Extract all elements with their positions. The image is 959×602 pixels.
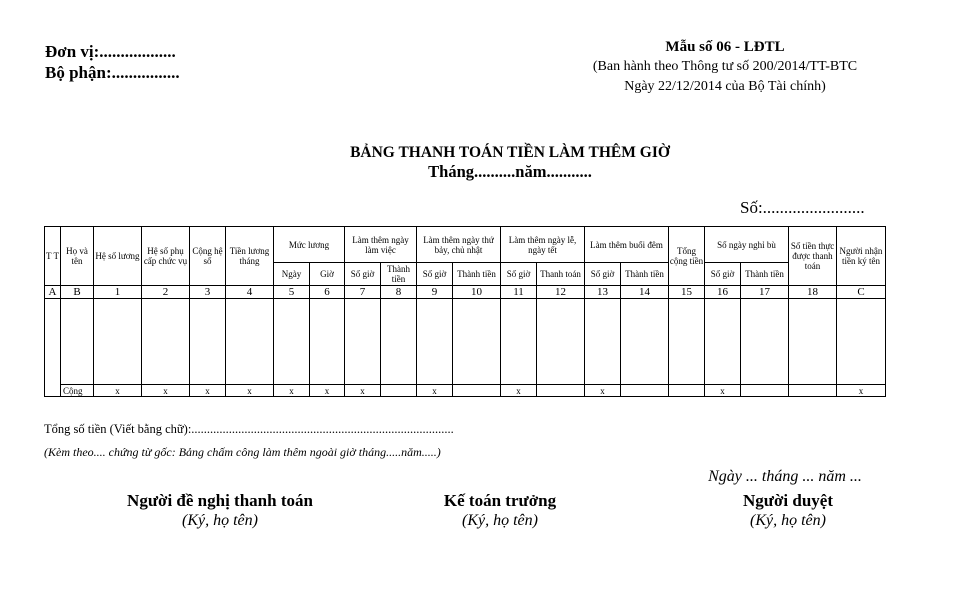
body-cell[interactable] xyxy=(537,299,585,385)
signature-role: Kế toán trưởng xyxy=(443,491,557,510)
header-salary-hour: Giờ xyxy=(310,263,345,286)
col-num: 12 xyxy=(537,286,585,299)
total-row xyxy=(45,385,886,397)
header-hours: Số giờ xyxy=(585,263,621,286)
header-name: Họ và tên xyxy=(61,227,94,286)
col-num: 18 xyxy=(789,286,837,299)
body-cell[interactable] xyxy=(741,299,789,385)
header-hours: Số giờ xyxy=(705,263,741,286)
total-cell: x xyxy=(142,385,190,397)
col-num: 5 xyxy=(274,286,310,299)
header-ot-holiday: Làm thêm ngày lễ, ngày tết xyxy=(501,227,585,263)
total-cell: x xyxy=(94,385,142,397)
header-amount: Thành tiền xyxy=(741,263,789,286)
header-hours: Số giờ xyxy=(501,263,537,286)
department-label: Bộ phận:................ xyxy=(45,63,180,82)
document-number: Số:........................ xyxy=(740,198,865,217)
form-code-block xyxy=(560,37,890,97)
signature-hint: (Ký, họ tên) xyxy=(182,512,258,529)
attached-documents: (Kèm theo.... chứng từ gốc: Bảng chấm công làm thêm ngoài giờ tháng.....năm.....) xyxy=(44,445,441,459)
col-num: 9 xyxy=(417,286,453,299)
total-cell: x xyxy=(585,385,621,397)
body-cell[interactable] xyxy=(789,299,837,385)
col-num: A xyxy=(45,286,61,299)
header-ot-workday: Làm thêm ngày làm việc xyxy=(345,227,417,263)
body-cell[interactable] xyxy=(381,299,417,385)
col-num: 17 xyxy=(741,286,789,299)
unit-label: Đơn vị:.................. xyxy=(45,42,176,61)
col-num: 16 xyxy=(705,286,741,299)
unit-block xyxy=(45,41,180,83)
body-cell[interactable] xyxy=(417,299,453,385)
header-coef-salary: Hệ số lương xyxy=(94,227,142,286)
signature-approver xyxy=(668,490,908,531)
body-cell[interactable] xyxy=(61,299,94,385)
title-period: Tháng..........năm........... xyxy=(428,162,592,181)
body-cell[interactable] xyxy=(453,299,501,385)
col-num: 1 xyxy=(94,286,142,299)
body-cell[interactable] xyxy=(142,299,190,385)
body-cell[interactable] xyxy=(669,299,705,385)
signature-role: Người đề nghị thanh toán xyxy=(127,491,313,510)
total-cell: x xyxy=(274,385,310,397)
header-total-amount: Tổng cộng tiền xyxy=(669,227,705,286)
form-code: Mẫu số 06 - LĐTL xyxy=(665,39,785,55)
header-row-1 xyxy=(45,227,886,263)
signature-hint: (Ký, họ tên) xyxy=(750,512,826,529)
body-cell[interactable] xyxy=(501,299,537,385)
header-coef-total: Cộng hệ số xyxy=(190,227,226,286)
column-number-row xyxy=(45,286,886,299)
total-cell: x xyxy=(226,385,274,397)
col-num: 8 xyxy=(381,286,417,299)
body-cell[interactable] xyxy=(345,299,381,385)
total-cell: x xyxy=(190,385,226,397)
body-cell[interactable] xyxy=(226,299,274,385)
total-cell[interactable] xyxy=(789,385,837,397)
col-num: 10 xyxy=(453,286,501,299)
col-num: 7 xyxy=(345,286,381,299)
body-cell[interactable] xyxy=(585,299,621,385)
col-num: 2 xyxy=(142,286,190,299)
issued-by-line2: Ngày 22/12/2014 của Bộ Tài chính) xyxy=(624,79,826,94)
header-amount: Thành tiền xyxy=(453,263,501,286)
header-monthly-salary: Tiền lương tháng xyxy=(226,227,274,286)
total-cell[interactable] xyxy=(453,385,501,397)
header-comp-days: Số ngày nghỉ bù xyxy=(705,227,789,263)
body-cell[interactable] xyxy=(310,299,345,385)
header-payment: Thanh toán xyxy=(537,263,585,286)
header-ot-night: Làm thêm buổi đêm xyxy=(585,227,669,263)
header-hours: Số giờ xyxy=(417,263,453,286)
col-num: C xyxy=(837,286,886,299)
table-body-row xyxy=(45,299,886,385)
signature-role: Người duyệt xyxy=(743,491,833,510)
col-num: B xyxy=(61,286,94,299)
total-in-words: Tổng số tiền (Viết bằng chữ):.................................................................................... xyxy=(44,422,454,436)
header-recipient-sign: Người nhận tiền ký tên xyxy=(837,227,886,286)
header-amount: Thành tiền xyxy=(621,263,669,286)
header-salary-day: Ngày xyxy=(274,263,310,286)
total-cell: x xyxy=(705,385,741,397)
total-cell: x xyxy=(837,385,886,397)
overtime-payment-table xyxy=(44,226,886,397)
total-cell[interactable] xyxy=(669,385,705,397)
header-hours: Số giờ xyxy=(345,263,381,286)
body-cell[interactable] xyxy=(705,299,741,385)
header-amount: Thành tiền xyxy=(381,263,417,286)
total-cell: x xyxy=(501,385,537,397)
total-label: Cộng xyxy=(61,385,94,397)
header-salary-rate: Mức lương xyxy=(274,227,345,263)
body-cell[interactable] xyxy=(190,299,226,385)
total-cell: x xyxy=(310,385,345,397)
header-tt: T T xyxy=(45,227,61,286)
body-cell-tt[interactable] xyxy=(45,299,61,397)
body-cell[interactable] xyxy=(94,299,142,385)
signature-requester xyxy=(100,490,340,531)
signature-hint: (Ký, họ tên) xyxy=(462,512,538,529)
header-ot-weekend: Làm thêm ngày thứ bảy, chủ nhật xyxy=(417,227,501,263)
col-num: 13 xyxy=(585,286,621,299)
date-line: Ngày ... tháng ... năm ... xyxy=(708,468,862,485)
body-cell[interactable] xyxy=(837,299,886,385)
body-cell[interactable] xyxy=(274,299,310,385)
total-cell: x xyxy=(345,385,381,397)
col-num: 6 xyxy=(310,286,345,299)
total-cell[interactable] xyxy=(741,385,789,397)
col-num: 4 xyxy=(226,286,274,299)
header-net-paid: Số tiền thực được thanh toán xyxy=(789,227,837,286)
total-cell[interactable] xyxy=(537,385,585,397)
body-cell[interactable] xyxy=(621,299,669,385)
header-coef-allowance: Hệ số phụ cấp chức vụ xyxy=(142,227,190,286)
signature-chief-accountant xyxy=(380,490,620,531)
col-num: 14 xyxy=(621,286,669,299)
col-num: 15 xyxy=(669,286,705,299)
col-num: 11 xyxy=(501,286,537,299)
total-cell: x xyxy=(417,385,453,397)
col-num: 3 xyxy=(190,286,226,299)
total-cell[interactable] xyxy=(381,385,417,397)
title-main: BẢNG THANH TOÁN TIỀN LÀM THÊM GIỜ xyxy=(350,144,670,161)
issued-by-line1: (Ban hành theo Thông tư số 200/2014/TT-BTC xyxy=(592,59,858,74)
total-cell[interactable] xyxy=(621,385,669,397)
document-title xyxy=(0,144,959,182)
